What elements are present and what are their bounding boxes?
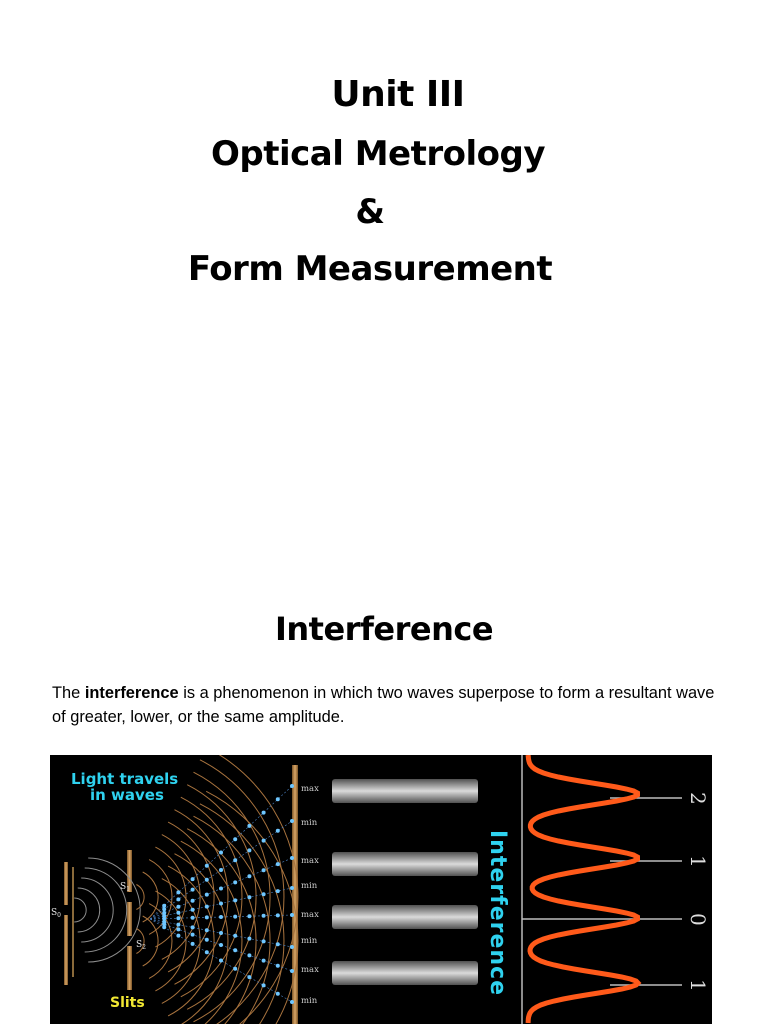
interference-node [233,915,237,919]
interference-node [276,862,280,866]
para-bold-term: interference [84,684,179,702]
slits-label: Slits [110,995,145,1011]
interference-node [276,942,280,946]
screen-labels [301,784,319,1006]
interference-node [191,888,195,892]
interference-node [233,837,237,841]
order-label: 1 [686,979,710,992]
interference-node [176,923,180,927]
interference-node [276,797,280,801]
interference-diagram [50,755,712,1024]
interference-node [191,877,195,881]
slit-wavefront-arc [143,916,158,966]
screen-label: max [301,856,319,866]
interference-node [290,913,294,917]
order-label: 0 [686,913,710,926]
title-line-2: Optical Metrology [210,134,546,174]
interference-node [176,890,180,894]
interference-node [162,907,166,911]
intensity-curve [528,755,638,1023]
screen-label: min [301,996,318,1006]
interference-node [219,868,223,872]
slit-wavefront-arc [175,854,228,1024]
interference-node [276,829,280,833]
source-label-s: S [51,908,58,918]
slit-wavefront-arc [187,829,256,1024]
screen-label: min [301,936,318,946]
title-line-3: & [355,192,385,232]
fringe-band [332,961,478,985]
slit1-label-s: S [120,882,127,892]
order-label: 2 [686,792,710,805]
interference-node [247,848,251,852]
screen-label: max [301,784,319,794]
order-lines [522,798,682,985]
interference-node [191,925,195,929]
interference-node [205,915,209,919]
interference-node [247,953,251,957]
title-line-4: Form Measurement [187,249,553,289]
interference-node [205,928,209,932]
screen-label: min [301,818,318,828]
interference-node [276,913,280,917]
interference-node [262,959,266,963]
interference-node [262,939,266,943]
source-wavefront-arc [85,868,127,952]
slit-wavefront-arc [168,822,214,972]
interference-node [205,864,209,868]
slit2-label-sub: 2 [142,944,146,951]
slit-wavefront-arc [194,772,271,1022]
interference-node [219,851,223,855]
interference-node [247,975,251,979]
interference-node [219,943,223,947]
section-paragraph [52,681,732,729]
interference-node [262,811,266,815]
interference-node [262,868,266,872]
section-heading: Interference [274,610,494,648]
interference-node [191,908,195,912]
caption-line-2: in waves [90,786,164,804]
interference-node [290,945,294,949]
interference-node [233,880,237,884]
interference-node [176,905,180,909]
interference-node [262,892,266,896]
interference-node [247,937,251,941]
caption-line-1: Light travels [71,770,179,788]
slit1-label-sub: 1 [126,886,130,893]
interference-node [205,878,209,882]
interference-node [191,942,195,946]
order-label: 1 [686,855,710,868]
slit-barrier-bottom [127,946,132,990]
slit-wavefront-arc [162,835,200,960]
interference-node [219,931,223,935]
interference-node [176,897,180,901]
interference-node [191,916,195,920]
fringe-band [332,905,478,929]
interference-figure [50,755,712,1024]
interference-node [233,898,237,902]
interference-node [290,819,294,823]
order-labels [686,792,710,992]
interference-node [276,992,280,996]
slit-wavefront-arc [143,872,158,922]
interference-node [276,964,280,968]
interference-node [233,934,237,938]
interference-rays [150,786,292,1002]
source-label-sub: 0 [57,912,61,919]
source-barrier-top [64,862,68,905]
interference-node [162,904,166,908]
interference-vertical-label: Interference [485,830,510,997]
screen-bar [292,765,298,1024]
interference-node [176,916,180,920]
interference-node [262,914,266,918]
interference-node [219,959,223,963]
interference-node [162,925,166,929]
interference-node [191,933,195,937]
interference-node [176,911,180,915]
interference-node [290,856,294,860]
interference-node [290,886,294,890]
fringe-band [332,852,478,876]
screen-label: max [301,965,319,975]
source-wavefront-arc [74,898,86,922]
slit2-label [136,940,146,951]
slit-barrier-middle [127,902,132,936]
interference-node [219,902,223,906]
interference-node [233,948,237,952]
interference-node [233,967,237,971]
para-prefix: The [52,684,85,702]
source-barrier-bottom [64,915,68,985]
slit2-label-s: S [136,940,143,950]
source-label [51,908,61,919]
interference-node [219,915,223,919]
interference-node [247,914,251,918]
interference-node [290,1000,294,1004]
interference-node [205,950,209,954]
source-wavefront-arc [88,858,143,962]
interference-node [233,858,237,862]
interference-node [176,927,180,931]
fringe-band [332,779,478,803]
interference-node [262,983,266,987]
screen-label: min [301,881,318,891]
interference-node [247,824,251,828]
interference-node [219,887,223,891]
interference-node [290,784,294,788]
interference-node [176,934,180,938]
source-wavefront-arc [78,888,100,932]
interference-node [205,938,209,942]
fringe-pattern [332,779,478,985]
source-barrier-edge [72,867,74,977]
interference-node [262,839,266,843]
para-rest: is a phenomenon in which two waves superpose to form a resultant wave of greater, lower, or the same amplitude. [52,684,715,726]
interference-node [191,899,195,903]
screen-label: max [301,910,319,920]
interference-node [205,905,209,909]
interference-node [276,889,280,893]
interference-node [247,874,251,878]
title-line-1: Unit III [331,74,465,115]
interference-node [290,969,294,973]
interference-node [205,893,209,897]
interference-node [247,895,251,899]
